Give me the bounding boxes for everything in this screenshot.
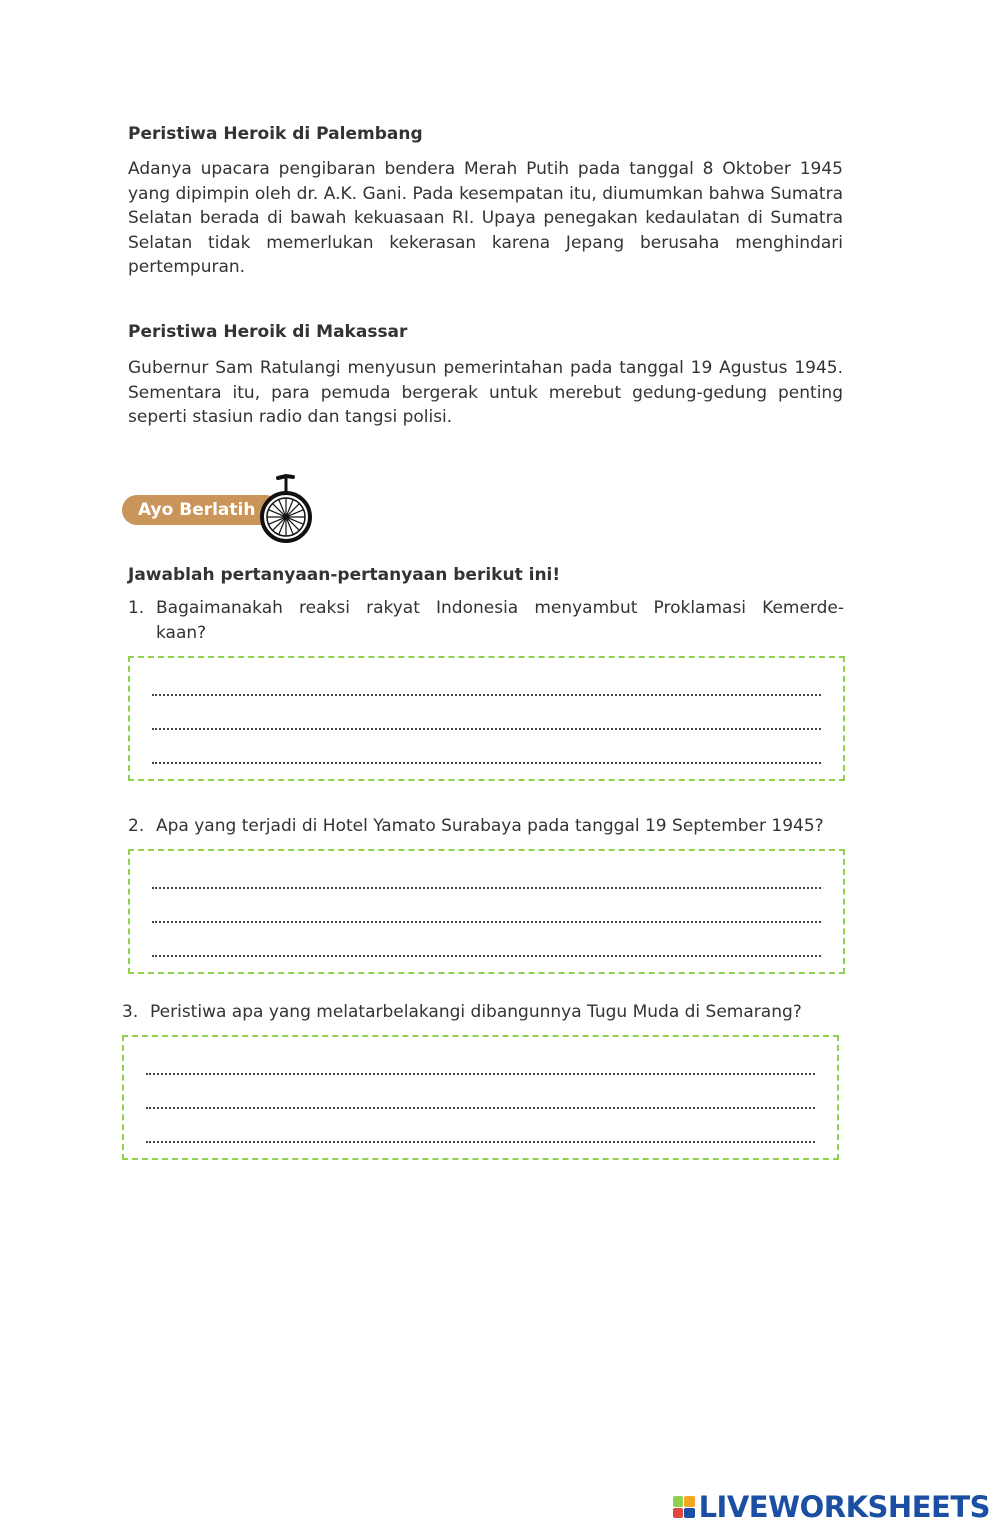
answer-line[interactable] [152,694,821,696]
answer-line[interactable] [152,728,821,730]
question-text-continued: kaan? [156,623,207,643]
answer-box-2[interactable] [128,849,845,974]
question-text: Peristiwa apa yang melatarbelakangi dibangunnya Tugu Muda di Semarang? [150,1002,802,1022]
answer-line[interactable] [146,1107,815,1109]
heading-makassar: Peristiwa Heroik di Makassar [128,322,408,342]
answer-line[interactable] [152,887,821,889]
paragraph-palembang: Adanya upacara pengibaran bendera Merah Putih pada tanggal 8 Oktober 1945 yang dipimpin oleh dr. A.K. Gani. Pada kesempatan itu, diumumkan bahwa Sumatra Selatan berada di bawah kekuasaan RI. Upaya penegakan kedaulatan di Sumatra Selatan tidak memerlukan kekerasan karena Jepang berusaha menghindari pertempuran. [128,159,843,277]
ayo-berlatih-badge: Ayo Berlatih [122,495,280,525]
answer-line[interactable] [152,921,821,923]
answer-line[interactable] [146,1141,815,1143]
paragraph-makassar: Gubernur Sam Ratulangi menyusun pemerintahan pada tanggal 19 Agustus 1945. Sementara itu, para pemuda bergerak untuk merebut gedung-gedung penting seperti stasiun radio dan tangsi polisi. [128,358,843,427]
answer-line[interactable] [152,762,821,764]
instruction-text: Jawablah pertanyaan-pertanyaan berikut ini! [128,565,561,585]
question-number: 1. [128,598,145,618]
question-number: 2. [128,816,145,836]
liveworksheets-logo[interactable] [673,1490,990,1524]
answer-line[interactable] [146,1073,815,1075]
question-text: Apa yang terjadi di Hotel Yamato Surabaya pada tanggal 19 September 1945? [156,816,824,836]
answer-box-3[interactable] [122,1035,839,1160]
liveworksheets-grid-icon [673,1496,695,1518]
question-1 [128,596,844,646]
question-number: 3. [122,1002,139,1022]
answer-box-1[interactable] [128,656,845,781]
question-2 [128,814,848,839]
question-text: Bagaimanakah reaksi rakyat Indonesia menyambut Proklamasi Kemerde- [156,598,844,618]
unicycle-icon [256,470,316,546]
heading-palembang: Peristiwa Heroik di Palembang [128,124,423,144]
brand-name: LIVEWORKSHEETS [698,1490,990,1524]
answer-line[interactable] [152,955,821,957]
question-3 [122,1000,842,1025]
